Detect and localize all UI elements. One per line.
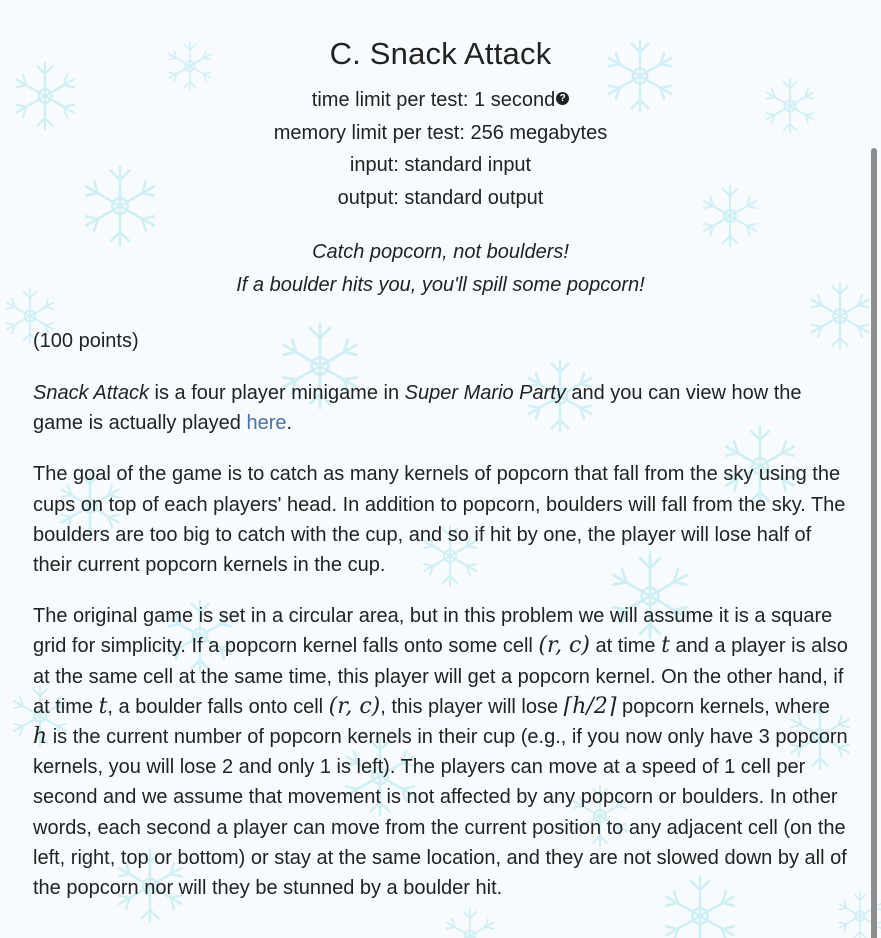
problem-statement (0, 36, 881, 903)
math-rc-2: (r, c) (328, 693, 381, 719)
problem-limits (33, 84, 848, 214)
vertical-scrollbar[interactable] (871, 148, 877, 938)
paragraph-rules: The original game is set in a circular area, but in this problem we will assume it is a square grid for simplicity. If a popcorn kernel falls onto some cell (r, c) at time t and a player is also at the same cell at the same time, this player will get a popcorn kernel. On the other hand, if at time t, a boulder falls onto cell (r, c), this player will lose ⌈h/2⌉ popcorn kernels, where h is the current number of popcorn kernels in their cup (e.g., if you now only have 3 popcorn kernels, you will lose 2 and only 1 is left). The players can move at a speed of 1 cell per second and we assume that movement is not affected by any popcorn or boulders. In other words, each second a player can move from the current position to any adjacent cell (on the left, right, top or bottom) or stay at the same location, and they are not slowed down by all of the popcorn nor will they be stunned by a boulder hit. (33, 605, 848, 900)
tagline-line-1: Catch popcorn, not boulders! (312, 241, 569, 263)
time-limit: time limit per test: 1 second ? (33, 84, 848, 117)
math-t: t (661, 633, 670, 659)
math-t-2: t (98, 693, 108, 719)
paragraph-goal: The goal of the game is to catch as many kernels of popcorn that fall from the sky using the cups on top of each players' head. In addition to popcorn, boulders will fall from the sky. The boulders are too big to catch with the cup, and so if hit by one, the player will lose half of their current popcorn kernels in the cup. (33, 463, 846, 577)
question-circle-icon[interactable]: ? (556, 92, 569, 105)
points-label: (100 points) (33, 330, 139, 352)
tagline-line-2: If a boulder hits you, you'll spill some popcorn! (236, 273, 645, 296)
math-rc: (r, c) (538, 633, 590, 659)
output-spec: output: standard output (337, 186, 544, 209)
memory-limit: memory limit per test: 256 megabytes (273, 121, 608, 144)
here-link[interactable]: here (246, 412, 287, 435)
franchise-name: Super Mario Party (404, 382, 566, 404)
math-ceil-h-half: ⌈h/2⌉ (563, 693, 617, 719)
input-spec: input: standard input (349, 154, 532, 176)
paragraph-intro: Snack Attack is a four player minigame in Super Mario Party and you can view how the game is actually played here. (33, 382, 802, 435)
math-h: h (33, 724, 48, 750)
game-name: Snack Attack (33, 382, 149, 404)
tagline (33, 236, 848, 301)
problem-title: C. Snack Attack (329, 36, 552, 71)
